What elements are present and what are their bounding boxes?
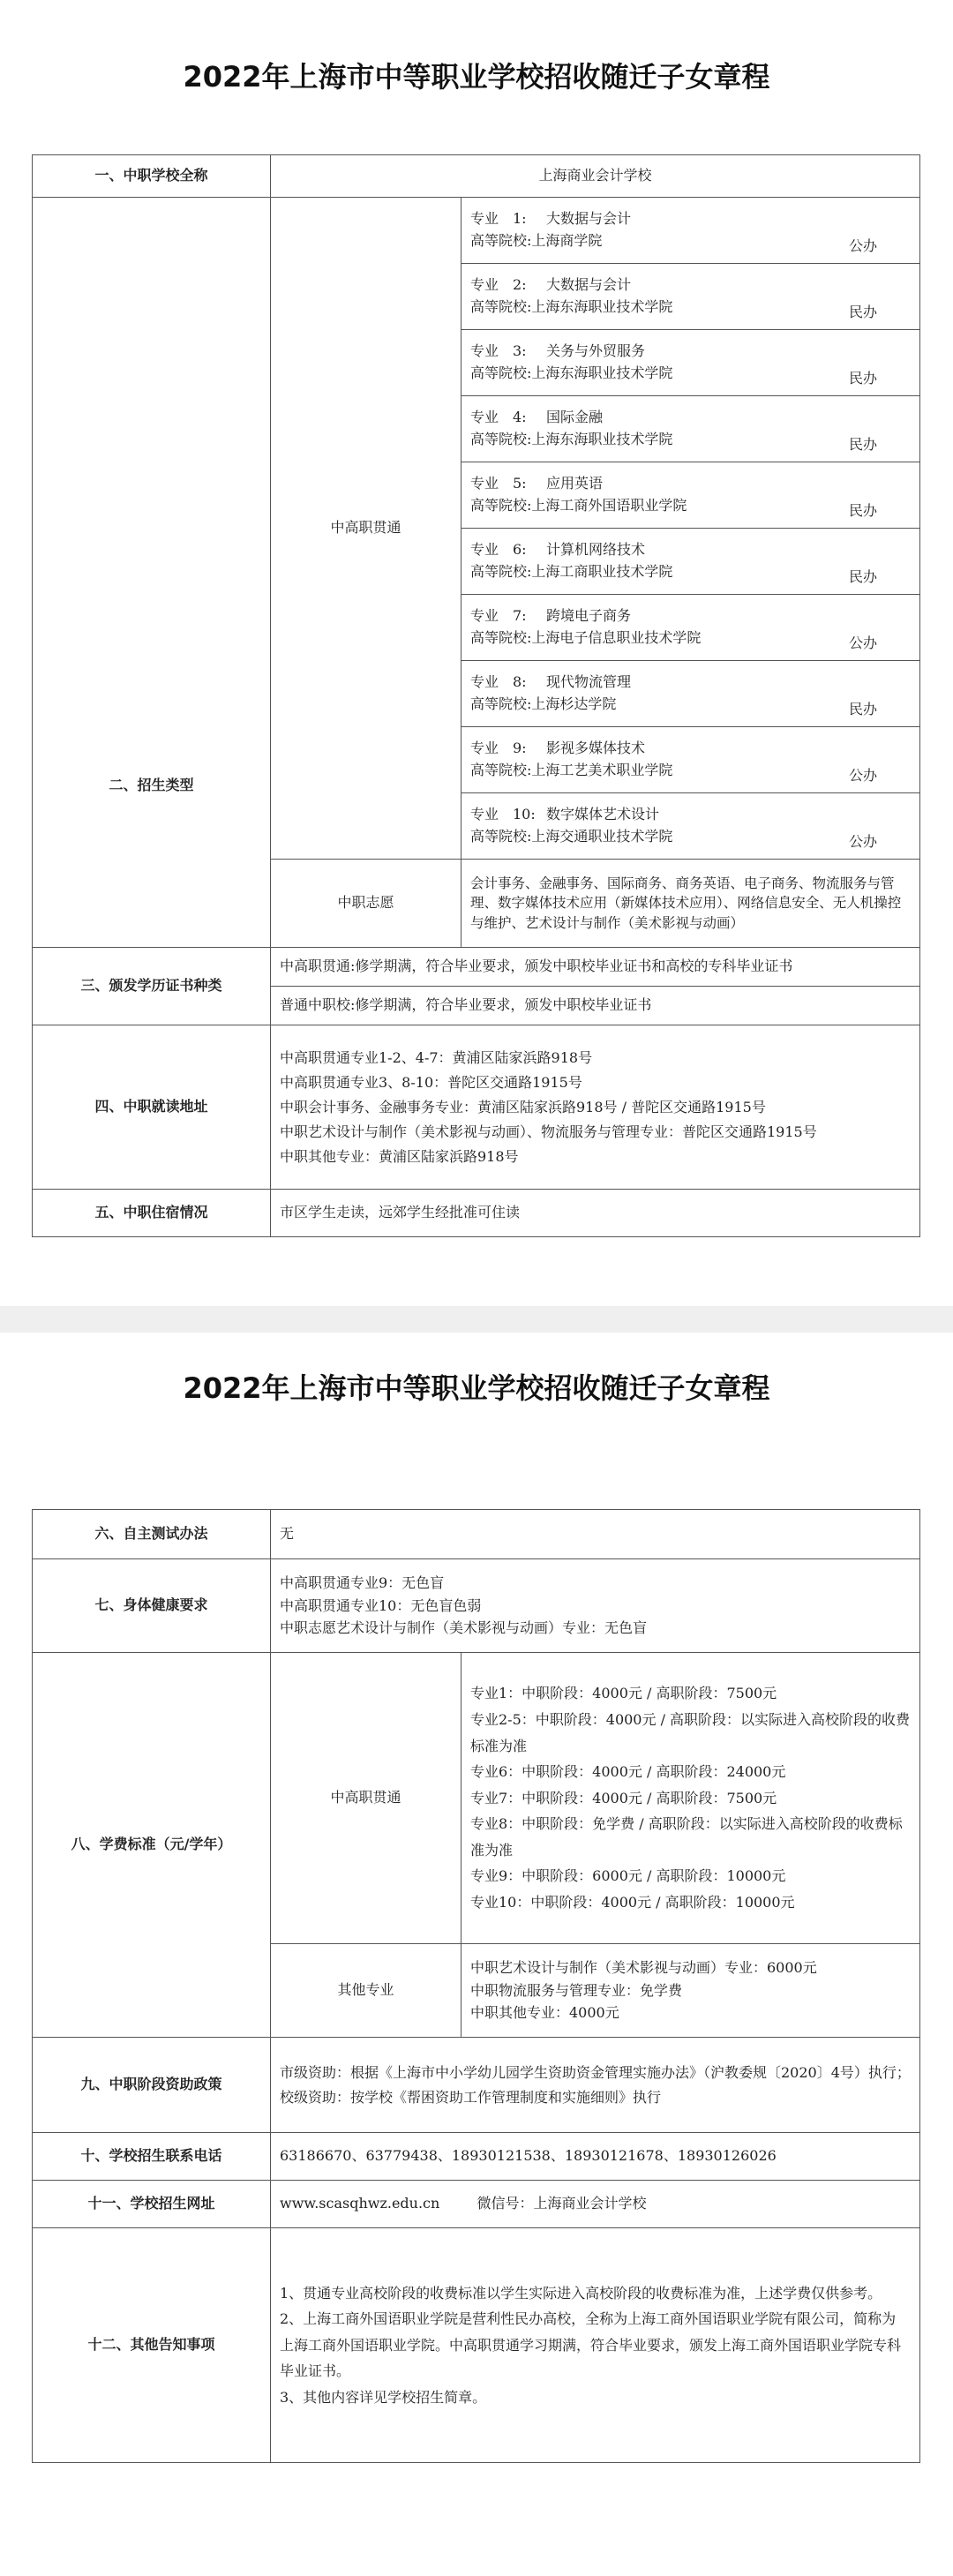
major-item: 专业 5: 应用英语 高等院校:上海工商外国语职业学院 民办 (461, 462, 920, 529)
document-page-2 (0, 1333, 953, 2576)
tuition-line: 专业9：中职阶段：6000元 / 高职阶段：10000元 (470, 1867, 786, 1885)
health-line: 中高职贯通专业10：无色盲色弱 (280, 1596, 482, 1614)
tuition-line: 专业7：中职阶段：4000元 / 高职阶段：7500元 (470, 1789, 777, 1806)
tuition-line: 中职艺术设计与制作（美术影视与动画）专业：6000元 (470, 1959, 817, 1977)
ownership-badge: 民办 (849, 370, 878, 387)
website-link[interactable]: www.scasqhwz.edu.cn (280, 2195, 440, 2212)
school-name-label: 一、中职学校全称 (33, 155, 271, 198)
address-line: 中高职贯通专业3、8-10：普陀区交通路1915号 (280, 1073, 582, 1091)
notice-list (271, 2228, 920, 2463)
ownership-badge: 公办 (849, 833, 878, 851)
wechat-id: 微信号：上海商业会计学校 (476, 2195, 647, 2212)
gtz-label: 中高职贯通 (271, 198, 461, 860)
aid-policy-label: 九、中职阶段资助政策 (33, 2038, 271, 2133)
dormitory-value: 市区学生走读，远郊学生经批准可住读 (271, 1190, 920, 1237)
ownership-badge: 公办 (849, 237, 878, 255)
address-line: 中职会计事务、金融事务专业：黄浦区陆家浜路918号 / 普陀区交通路1915号 (280, 1098, 766, 1115)
tuition-line: 中职其他专业：4000元 (470, 2004, 619, 2022)
self-test-value: 无 (271, 1510, 920, 1559)
website-label: 十一、学校招生网址 (33, 2181, 271, 2228)
health-line: 中高职贯通专业9：无色盲 (280, 1574, 445, 1592)
major-item: 专业 1: 大数据与会计 高等院校:上海商学院 公办 (461, 198, 920, 264)
certificate-line-zz: 普通中职校:修学期满，符合毕业要求，颁发中职校毕业证书 (271, 987, 920, 1025)
tuition-line: 专业10：中职阶段：4000元 / 高职阶段：10000元 (470, 1894, 795, 1911)
ownership-badge: 公办 (849, 635, 878, 652)
zz-label: 中职志愿 (271, 860, 461, 948)
admission-table-part1 (32, 154, 920, 1237)
address-line: 中高职贯通专业1-2、4-7：黄浦区陆家浜路918号 (280, 1048, 593, 1066)
major-item: 专业 10: 数字媒体艺术设计 高等院校:上海交通职业技术学院 公办 (461, 793, 920, 860)
phone-label: 十、学校招生联系电话 (33, 2133, 271, 2181)
ownership-badge: 民办 (849, 502, 878, 520)
tuition-line: 专业8：中职阶段：免学费 / 高职阶段：以实际进入高校阶段的收费标准为准 (470, 1815, 903, 1859)
major-item: 专业 9: 影视多媒体技术 高等院校:上海工艺美术职业学院 公办 (461, 727, 920, 793)
address-label: 四、中职就读地址 (33, 1025, 271, 1190)
self-test-label: 六、自主测试办法 (33, 1510, 271, 1559)
website-cell (271, 2181, 920, 2228)
zz-majors-text: 会计事务、金融事务、国际商务、商务英语、电子商务、物流服务与管理、数字媒体技术应用（新媒体技术应用）、网络信息安全、无人机操控与维护、艺术设计与制作（美术影视与动画） (461, 860, 920, 948)
address-list (271, 1025, 920, 1190)
certificate-line-gtz: 中高职贯通:修学期满，符合毕业要求，颁发中职校毕业证书和高校的专科毕业证书 (271, 948, 920, 987)
certificate-label: 三、颁发学历证书种类 (33, 948, 271, 1025)
health-line: 中职志愿艺术设计与制作（美术影视与动画）专业：无色盲 (280, 1619, 648, 1637)
major-item: 专业 4: 国际金融 高等院校:上海东海职业技术学院 民办 (461, 396, 920, 462)
health-list (271, 1559, 920, 1653)
ownership-badge: 民办 (849, 304, 878, 321)
admission-type-label: 二、招生类型 (33, 198, 271, 948)
ownership-badge: 民办 (849, 568, 878, 586)
major-item: 专业 6: 计算机网络技术 高等院校:上海工商职业技术学院 民办 (461, 529, 920, 595)
page-title: 2022年上海市中等职业学校招收随迁子女章程 (183, 60, 770, 94)
ownership-badge: 民办 (849, 436, 878, 454)
page-separator (0, 1306, 953, 1333)
tuition-other-list (461, 1944, 920, 2038)
address-line: 中职艺术设计与制作（美术影视与动画）、物流服务与管理专业：普陀区交通路1915号 (280, 1123, 817, 1140)
phone-value: 63186670、63779438、18930121538、18930121678、18930126026 (271, 2133, 920, 2181)
major-item: 专业 7: 跨境电子商务 高等院校:上海电子信息职业技术学院 公办 (461, 595, 920, 661)
admission-table-part2 (32, 1509, 920, 2463)
aid-policy-list (271, 2038, 920, 2133)
tuition-other-label: 其他专业 (271, 1944, 461, 2038)
aid-line: 市级资助：根据《上海市中小学幼儿园学生资助资金管理实施办法》（沪教委规〔2020〕4号）执行； (280, 2063, 911, 2081)
notice-label: 十二、其他告知事项 (33, 2228, 271, 2463)
tuition-gtz-list (461, 1653, 920, 1944)
address-line: 中职其他专业：黄浦区陆家浜路918号 (280, 1147, 519, 1165)
notice-line: 2、上海工商外国语职业学院是营利性民办高校，全称为上海工商外国语职业学院有限公司，简称为上海工商外国语职业学院。中高职贯通学习期满，符合毕业要求，颁发上海工商外国语职业学院专科毕业证书。 (280, 2310, 902, 2380)
tuition-line: 专业1：中职阶段：4000元 / 高职阶段：7500元 (470, 1685, 777, 1702)
notice-line: 3、其他内容详见学校招生简章。 (280, 2388, 487, 2406)
major-item: 专业 3: 关务与外贸服务 高等院校:上海东海职业技术学院 民办 (461, 330, 920, 396)
ownership-badge: 民办 (849, 701, 878, 718)
tuition-label: 八、学费标准（元/学年） (33, 1653, 271, 2038)
dormitory-label: 五、中职住宿情况 (33, 1190, 271, 1237)
health-label: 七、身体健康要求 (33, 1559, 271, 1653)
aid-line: 校级资助：按学校《帮困资助工作管理制度和实施细则》执行 (280, 2088, 662, 2106)
tuition-line: 中职物流服务与管理专业：免学费 (470, 1981, 683, 1999)
major-item: 专业 8: 现代物流管理 高等院校:上海杉达学院 民办 (461, 661, 920, 727)
tuition-gtz-label: 中高职贯通 (271, 1653, 461, 1944)
school-name-value: 上海商业会计学校 (271, 155, 920, 198)
notice-line: 1、贯通专业高校阶段的收费标准以学生实际进入高校阶段的收费标准为准，上述学费仅供参考。 (280, 2284, 882, 2302)
major-item: 专业 2: 大数据与会计 高等院校:上海东海职业技术学院 民办 (461, 264, 920, 330)
ownership-badge: 公办 (849, 767, 878, 785)
page-title: 2022年上海市中等职业学校招收随迁子女章程 (183, 1371, 770, 1405)
tuition-line: 专业2-5：中职阶段：4000元 / 高职阶段：以实际进入高校阶段的收费标准为准 (470, 1710, 911, 1754)
tuition-line: 专业6：中职阶段：4000元 / 高职阶段：24000元 (470, 1763, 786, 1781)
